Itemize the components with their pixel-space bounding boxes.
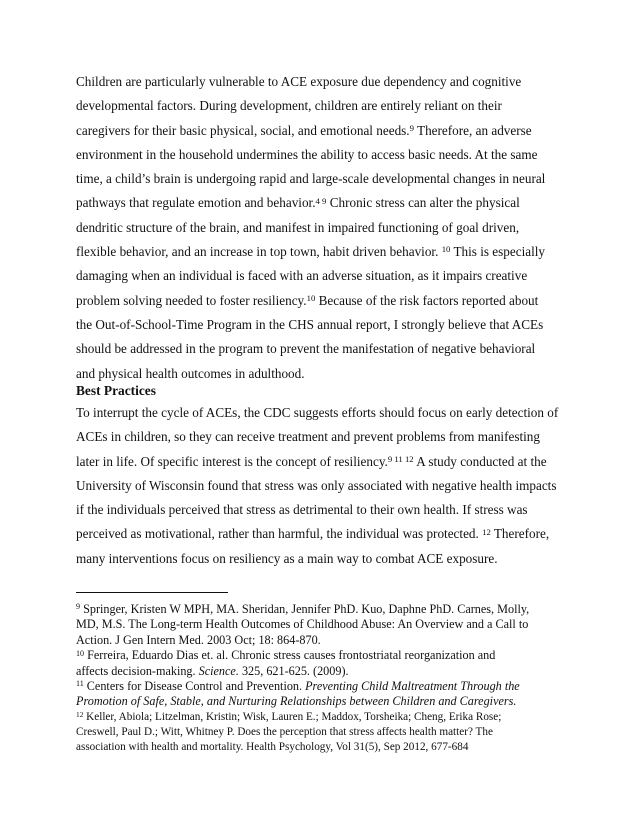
footnote-reference: 10	[441, 244, 451, 255]
footnote-reference: 9	[76, 602, 81, 612]
footnote-line	[76, 602, 566, 617]
footnote-12	[76, 710, 566, 755]
text-line	[76, 425, 566, 449]
text-line	[76, 401, 566, 425]
text-run: Preventing Child Maltreatment Through the	[305, 679, 520, 694]
text-run: association with health and mortality. Health Psychology, Vol 31(5), Sep 2012, 677-684	[76, 740, 469, 753]
footnote-reference: 12	[482, 526, 491, 537]
footnote-line	[76, 725, 566, 740]
text-run: ACEs in children, so they can receive treatment and prevent problems from manifesting	[76, 429, 540, 445]
text-run: should be addressed in the program to prevent the manifestation of negative behavioral	[76, 341, 536, 357]
text-line	[76, 216, 566, 240]
paragraph-ace-vulnerability	[76, 70, 566, 386]
footnote-reference: 9	[409, 122, 414, 133]
text-line	[76, 522, 566, 546]
text-run: many interventions focus on resiliency as a main way to combat ACE exposure.	[76, 550, 498, 566]
text-run: Ferreira, Eduardo Dias et. al. Chronic stress causes frontostriatal reorganization and	[84, 648, 496, 663]
footnotes	[76, 602, 566, 755]
footnote-line	[76, 648, 566, 663]
text-run: environment in the household undermines the ability to access basic needs. At the same	[76, 146, 538, 162]
footnote-reference: 4 9	[315, 195, 327, 206]
text-run: caregivers for their basic physical, social, and emotional needs.	[76, 122, 410, 138]
footnote-reference: 12	[76, 709, 84, 719]
text-run: the Out-of-School-Time Program in the CHS annual report, I strongly believe that ACEs	[76, 316, 544, 332]
footnote-reference: 10	[306, 292, 316, 303]
footnote-separator	[76, 592, 228, 593]
footnote-line	[76, 710, 566, 725]
text-run: problem solving needed to foster resiliency.	[76, 292, 307, 308]
text-run: if the individuals perceived that stress as detrimental to their own health. If stress was	[76, 502, 528, 518]
text-run: A study conducted at the	[413, 453, 547, 469]
text-run: Promotion of Safe, Stable, and Nurturing Relationships between Children and Caregivers.	[76, 694, 517, 709]
text-run: Centers for Disease Control and Prevention.	[83, 679, 306, 694]
footnote-11	[76, 679, 566, 710]
text-line	[76, 498, 566, 522]
text-line	[76, 264, 566, 288]
text-run: To interrupt the cycle of ACEs, the CDC suggests efforts should focus on early detection of	[76, 405, 559, 420]
text-run: Keller, Abiola; Litzelman, Kristin; Wisk, Lauren E.; Maddox, Torsheika; Cheng, Erika Rose;	[83, 710, 502, 723]
text-run: Because of the risk factors reported about	[315, 292, 539, 308]
text-line	[76, 191, 566, 215]
text-run: flexible behavior, and an increase in top town, habit driven behavior.	[76, 244, 442, 260]
footnote-10	[76, 648, 566, 679]
text-run: and physical health outcomes in adulthood.	[76, 365, 305, 381]
text-line	[76, 240, 566, 264]
text-run: Chronic stress can alter the physical	[326, 195, 520, 211]
text-run: affects decision-making.	[76, 663, 199, 678]
footnote-reference: 10	[76, 648, 85, 658]
footnote-reference: 11	[76, 679, 84, 689]
text-run: 325, 621-625. (2009).	[238, 663, 349, 678]
text-run: This is especially	[450, 244, 546, 260]
footnote-line	[76, 740, 566, 755]
text-run: Springer, Kristen W MPH, MA. Sheridan, Jennifer PhD. Kuo, Daphne PhD. Carnes, Molly,	[80, 602, 530, 616]
text-run: dendritic structure of the brain, and manifest in impaired functioning of goal driven,	[76, 219, 520, 235]
text-run: later in life. Of specific interest is the concept of resiliency.	[76, 453, 388, 469]
text-line	[76, 313, 566, 337]
text-run: perceived as motivational, rather than harmful, the individual was protected.	[76, 526, 483, 542]
footnote-line	[76, 694, 566, 709]
text-line	[76, 94, 566, 118]
text-run: Creswell, Paul D.; Witt, Whitney P. Does the perception that stress affects health matter? The	[76, 725, 493, 738]
text-run: Science.	[198, 663, 239, 678]
text-line	[76, 450, 566, 474]
text-run: University of Wisconsin found that stress was only associated with negative health impacts	[76, 477, 557, 493]
text-run: Therefore,	[490, 526, 550, 542]
text-line	[76, 167, 566, 191]
text-run: Action. J Gen Intern Med. 2003 Oct; 18: 864-870.	[76, 632, 321, 647]
text-line	[76, 289, 566, 313]
footnote-line	[76, 679, 566, 694]
text-run: pathways that regulate emotion and behavior.	[76, 195, 316, 211]
text-run: damaging when an individual is faced with an adverse situation, as it impairs creative	[76, 268, 528, 284]
text-line	[76, 143, 566, 167]
footnote-line	[76, 633, 566, 648]
text-run: Children are particularly vulnerable to ACE exposure due dependency and cognitive	[76, 74, 522, 89]
paragraph-best-practices	[76, 401, 566, 571]
text-line	[76, 70, 566, 94]
footnote-9	[76, 602, 566, 648]
text-run: Therefore, an adverse	[413, 122, 532, 138]
text-run: developmental factors. During development, children are entirely reliant on their	[76, 98, 502, 114]
footnote-reference: 9 11 12	[387, 453, 414, 464]
text-line	[76, 547, 566, 571]
text-run: MD, M.S. The Long-term Health Outcomes of Childhood Abuse: An Overview and a Call to	[76, 617, 529, 632]
text-line	[76, 337, 566, 361]
section-heading: Best Practices	[76, 383, 156, 398]
footnote-line	[76, 617, 566, 632]
footnote-line	[76, 664, 566, 679]
text-run: time, a child’s brain is undergoing rapid and large-scale developmental changes in neural	[76, 171, 546, 187]
text-line	[76, 474, 566, 498]
text-line	[76, 119, 566, 143]
